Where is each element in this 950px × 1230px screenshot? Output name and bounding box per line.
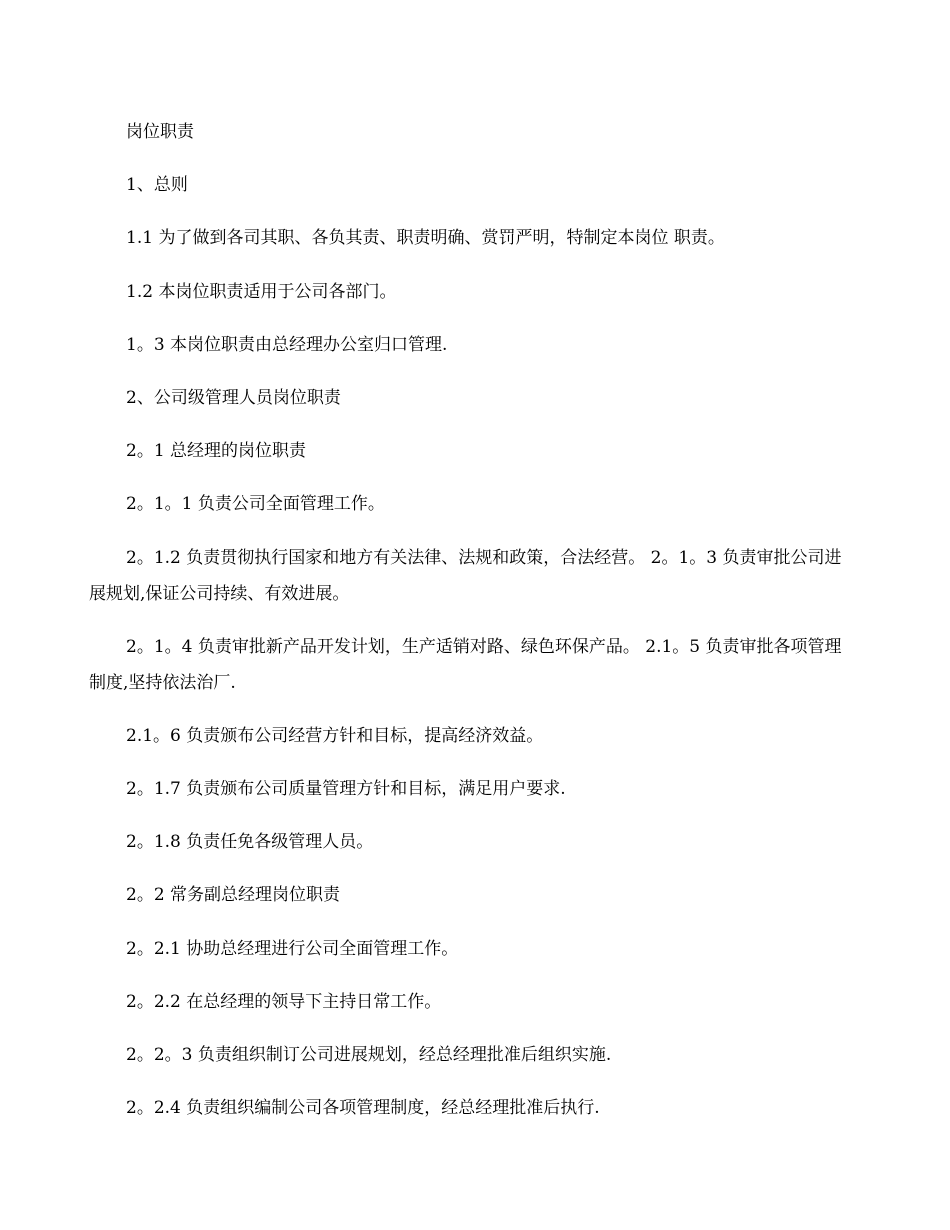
paragraph: 2。1。4 负责审批新产品开发计划，生产适销对路、绿色环保产品。 2.1。5 负责审批各项管理制度,坚持依法治厂.	[89, 636, 842, 693]
paragraph: 2。1.8 负责任免各级管理人员。	[126, 832, 374, 853]
paragraph: 2。2.2 在总经理的领导下主持日常工作。	[126, 991, 442, 1012]
paragraph: 2。1.2 负责贯彻执行国家和地方有关法律、法规和政策，合法经营。 2。1。3 负责审批公司进展规划,保证公司持续、有效进展。	[89, 547, 842, 604]
paragraph: 2。2。3 负责组织制订公司进展规划，经总经理批准后组织实施.	[126, 1045, 612, 1065]
paragraph: 2。2.4 负责组织编制公司各项管理制度，经总经理批准后执行.	[126, 1098, 600, 1119]
document-body	[89, 114, 854, 1143]
section-heading: 2、公司级管理人员岗位职责	[126, 387, 341, 408]
paragraph: 2.1。6 负责颁布公司经营方针和目标，提高经济效益。	[126, 725, 544, 746]
paragraph: 2。2.1 协助总经理进行公司全面管理工作。	[126, 938, 459, 959]
paragraph: 1。3 本岗位职责由总经理办公室归口管理.	[126, 334, 448, 355]
subsection-heading: 2。2 常务副总经理岗位职责	[126, 885, 341, 906]
paragraph: 1.2 本岗位职责适用于公司各部门。	[126, 281, 397, 302]
section-heading: 1、总则	[126, 175, 188, 196]
paragraph: 1.1 为了做到各司其职、各负其责、职责明确、赏罚严明，特制定本岗位 职责。	[126, 228, 725, 249]
paragraph: 2。1。1 负责公司全面管理工作。	[126, 494, 385, 515]
subsection-heading: 2。1 总经理的岗位职责	[126, 441, 307, 462]
paragraph: 2。1.7 负责颁布公司质量管理方针和目标，满足用户要求.	[126, 779, 566, 800]
document-title: 岗位职责	[126, 122, 194, 142]
